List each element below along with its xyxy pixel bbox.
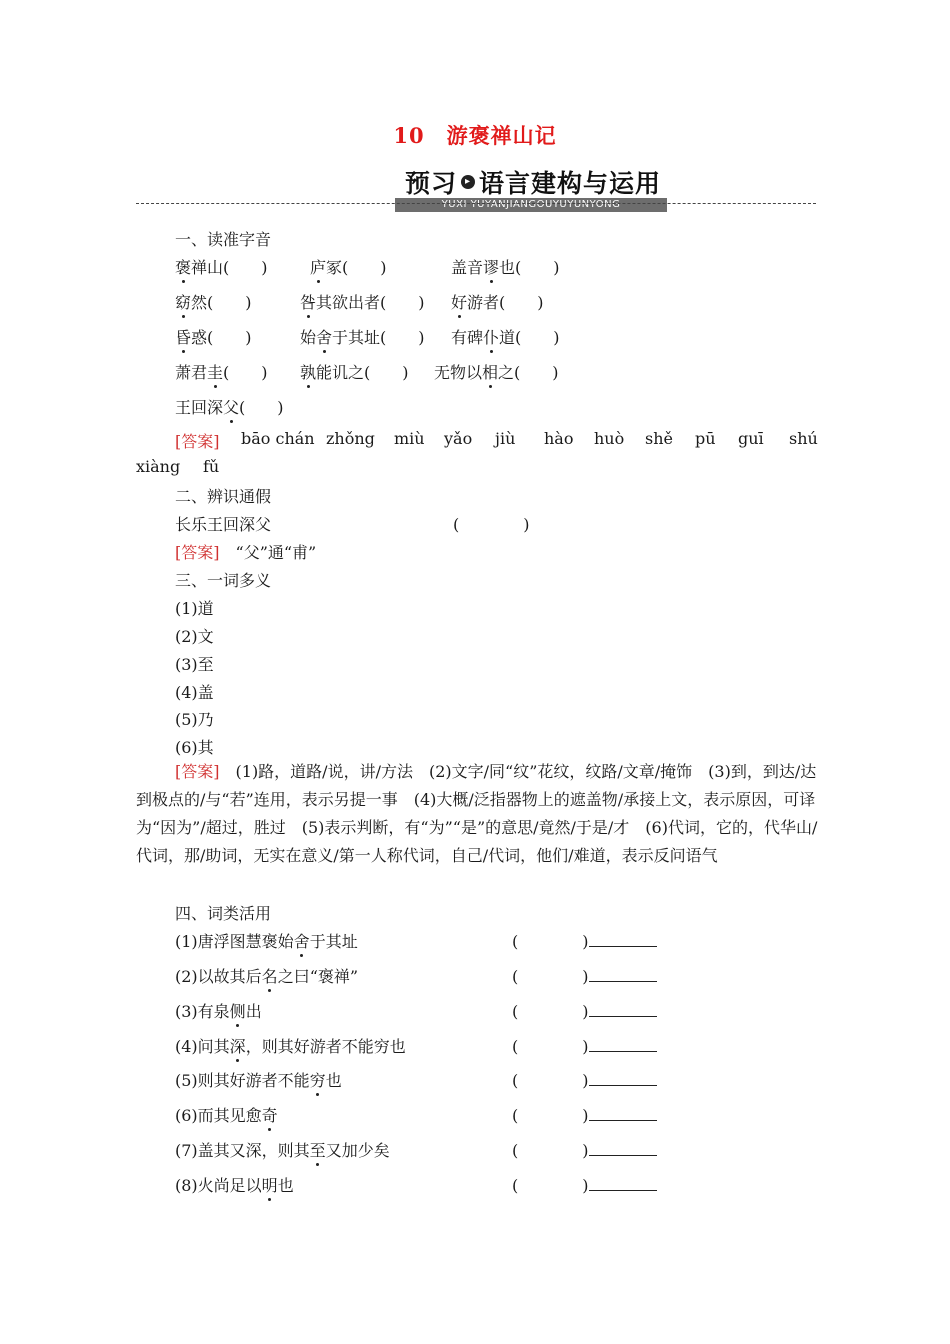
answer-slot[interactable]: ( )	[512, 929, 657, 952]
pinyin: hào	[544, 429, 574, 448]
list-item: (5)乃	[175, 710, 214, 729]
pinyin: yǎo	[444, 429, 473, 448]
section-heading: 三、一词多义	[175, 571, 272, 590]
banner-heading	[405, 164, 661, 200]
pinyin: jiù	[495, 429, 516, 448]
list-item: (1)道	[175, 599, 214, 618]
pinyin: bāo chán	[241, 429, 315, 448]
question-item: (4)问其深，则其好游者不能穷也	[175, 1034, 406, 1057]
section-heading: 四、词类活用	[175, 904, 272, 923]
answer-label: [答案]	[175, 432, 220, 451]
answer-line: [答案] “父”通“甫”	[175, 543, 317, 562]
answer-slot[interactable]: ( )	[512, 999, 657, 1022]
pron-item: 王回深父( )	[175, 395, 284, 418]
answer-slot[interactable]: ( )	[512, 1068, 657, 1091]
pinyin: xiàng	[136, 457, 181, 476]
answer-slot[interactable]: ( )	[512, 964, 657, 987]
pron-item: 昏惑( )	[175, 325, 252, 348]
section-heading: 一、读准字音	[175, 230, 272, 249]
banner-subtitle: YUXI YUYANJIANGOUYUYUNYONG	[395, 198, 667, 212]
answer-paragraph: [答案] (1)路，道路/说，讲/方法 (2)文字/同“纹”花纹，纹路/文章/掩饰 (3)到，到达/达到极点的/与“若”连用，表示另提一事 (4)大概/泛指器物上的遮盖物/承接上文，表示原因，可译为“因为”/超过，胜过 (5)表示判断，有“为”“是”的意思/竟然/于是/才 (6)代词，它的，代华山/代词，那/助词，无实在意义/第一人称代词，自己/代词，他们/难道，表示反问语气	[136, 762, 818, 865]
pron-item: 好游者( )	[451, 290, 544, 313]
question-item: (7)盖其又深，则其至又加少矣	[175, 1138, 390, 1161]
pron-item: 咎其欲出者( )	[300, 290, 425, 313]
question-item: (8)火尚足以明也	[175, 1173, 294, 1196]
pinyin: guī	[738, 429, 764, 448]
pinyin: miù	[394, 429, 425, 448]
question-item: (5)则其好游者不能穷也	[175, 1068, 342, 1091]
page-title: 10 游褒禅山记	[393, 123, 557, 148]
pinyin: shě	[645, 429, 673, 448]
banner-left-label: 预习	[405, 169, 458, 198]
pinyin: pū	[695, 429, 716, 448]
answer-slot[interactable]: ( )	[512, 1103, 657, 1126]
pron-item: 窈然( )	[175, 290, 252, 313]
question-item: (6)而其见愈奇	[175, 1103, 278, 1126]
pron-item: 有碑仆道( )	[451, 325, 560, 348]
section-heading: 二、辨识通假	[175, 487, 272, 506]
pron-item: 始舍于其址( )	[300, 325, 425, 348]
pinyin: fǔ	[203, 457, 220, 476]
list-item: (4)盖	[175, 683, 214, 702]
arrow-icon: ▸	[461, 175, 475, 189]
question-item: (2)以故其后名之曰“褒禅”	[175, 964, 358, 987]
list-item: (3)至	[175, 655, 214, 674]
pron-item: 庐冢( )	[310, 255, 387, 278]
banner-right-label: 语言建构与运用	[479, 169, 662, 198]
pinyin: huò	[594, 429, 625, 448]
question-item: (1)唐浮图慧褒始舍于其址	[175, 929, 358, 952]
divider	[136, 203, 816, 204]
question-item: (3)有泉侧出	[175, 999, 262, 1022]
pron-item: 无物以相之( )	[434, 360, 559, 383]
pinyin: shú	[789, 429, 818, 448]
pron-item: 褒禅山( )	[175, 255, 268, 278]
answer-slot[interactable]: ( )	[512, 1173, 657, 1196]
pron-item: 萧君圭( )	[175, 360, 268, 383]
list-item: (6)其	[175, 738, 214, 757]
pron-item: 孰能讥之( )	[300, 360, 409, 383]
answer-slot[interactable]: ( )	[512, 1138, 657, 1161]
answer-paren: ( )	[453, 515, 530, 534]
pinyin: zhǒng	[326, 429, 375, 448]
question-item: 长乐王回深父	[175, 515, 272, 534]
list-item: (2)文	[175, 627, 214, 646]
pron-item: 盖音谬也( )	[451, 255, 560, 278]
answer-slot[interactable]: ( )	[512, 1034, 657, 1057]
